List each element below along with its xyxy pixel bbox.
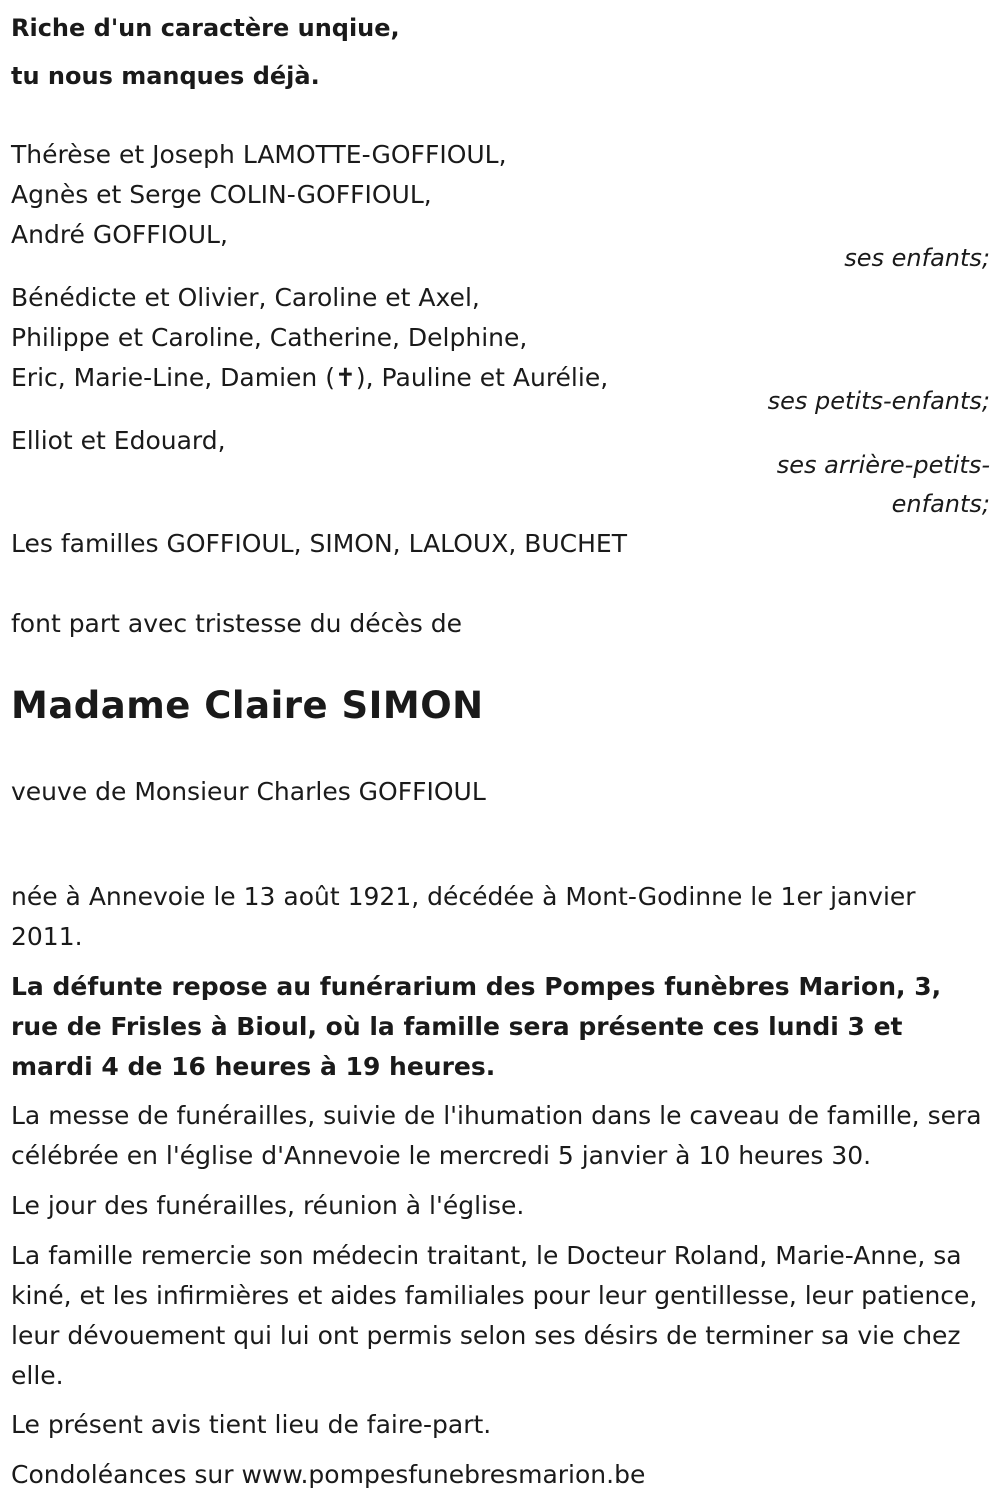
families-line: Les familles GOFFIOUL, SIMON, LALOUX, BUCHET bbox=[11, 529, 627, 558]
mass-paragraph: La messe de funérailles, suivie de l'ihumation dans le caveau de famille, sera célébrée en l'église d'Annevoie le mercredi 5 janvier à 10 heures 30. bbox=[11, 1101, 982, 1170]
notice-paragraph: Le présent avis tient lieu de faire-part. bbox=[11, 1410, 492, 1439]
children-list bbox=[11, 135, 990, 255]
epigraph-line-2: tu nous manques déjà. bbox=[11, 62, 320, 90]
child-entry: Thérèse et Joseph LAMOTTE-GOFFIOUL, bbox=[11, 140, 507, 169]
grandchild-entry: Eric, Marie-Line, Damien (✝), Pauline et Aurélie, bbox=[11, 363, 609, 392]
widow-of-line: veuve de Monsieur Charles GOFFIOUL bbox=[11, 777, 486, 806]
child-entry: André GOFFIOUL, bbox=[11, 220, 228, 249]
great-grandchildren-role-line-1: ses arrière-petits- bbox=[776, 451, 990, 479]
repose-paragraph: La défunte repose au funérarium des Pompes funèbres Marion, 3, rue de Frisles à Bioul, où la famille sera présente ces lundi 3 et mardi 4 de 16 heures à 19 heures. bbox=[11, 972, 942, 1081]
grandchild-entry: Bénédicte et Olivier, Caroline et Axel, bbox=[11, 283, 480, 312]
meeting-paragraph: Le jour des funérailles, réunion à l'église. bbox=[11, 1191, 525, 1220]
children-role: ses enfants; bbox=[844, 244, 990, 272]
grandchild-entry: Philippe et Caroline, Catherine, Delphine, bbox=[11, 323, 528, 352]
grandchildren-role: ses petits-enfants; bbox=[767, 387, 990, 415]
condolences-paragraph: Condoléances sur www.pompesfunebresmarion.be bbox=[11, 1460, 646, 1489]
child-entry: Agnès et Serge COLIN-GOFFIOUL, bbox=[11, 180, 432, 209]
great-grandchildren-role-line-2: enfants; bbox=[891, 490, 990, 518]
announcement-line: font part avec tristesse du décès de bbox=[11, 609, 462, 638]
great-grandchild-entry: Elliot et Edouard, bbox=[11, 426, 226, 455]
thanks-paragraph: La famille remercie son médecin traitant, le Docteur Roland, Marie-Anne, sa kiné, et les infirmières et aides familiales pour leur gentillesse, leur patience, leur dévouement qui lui ont permis selon ses désirs de terminer sa vie chez elle. bbox=[11, 1241, 978, 1390]
epigraph-line-1: Riche d'un caractère unqiue, bbox=[11, 14, 400, 42]
grandchildren-list bbox=[11, 278, 990, 398]
birth-death-paragraph: née à Annevoie le 13 août 1921, décédée à Mont-Godinne le 1er janvier 2011. bbox=[11, 882, 916, 951]
deceased-name: Madame Claire SIMON bbox=[11, 684, 484, 727]
